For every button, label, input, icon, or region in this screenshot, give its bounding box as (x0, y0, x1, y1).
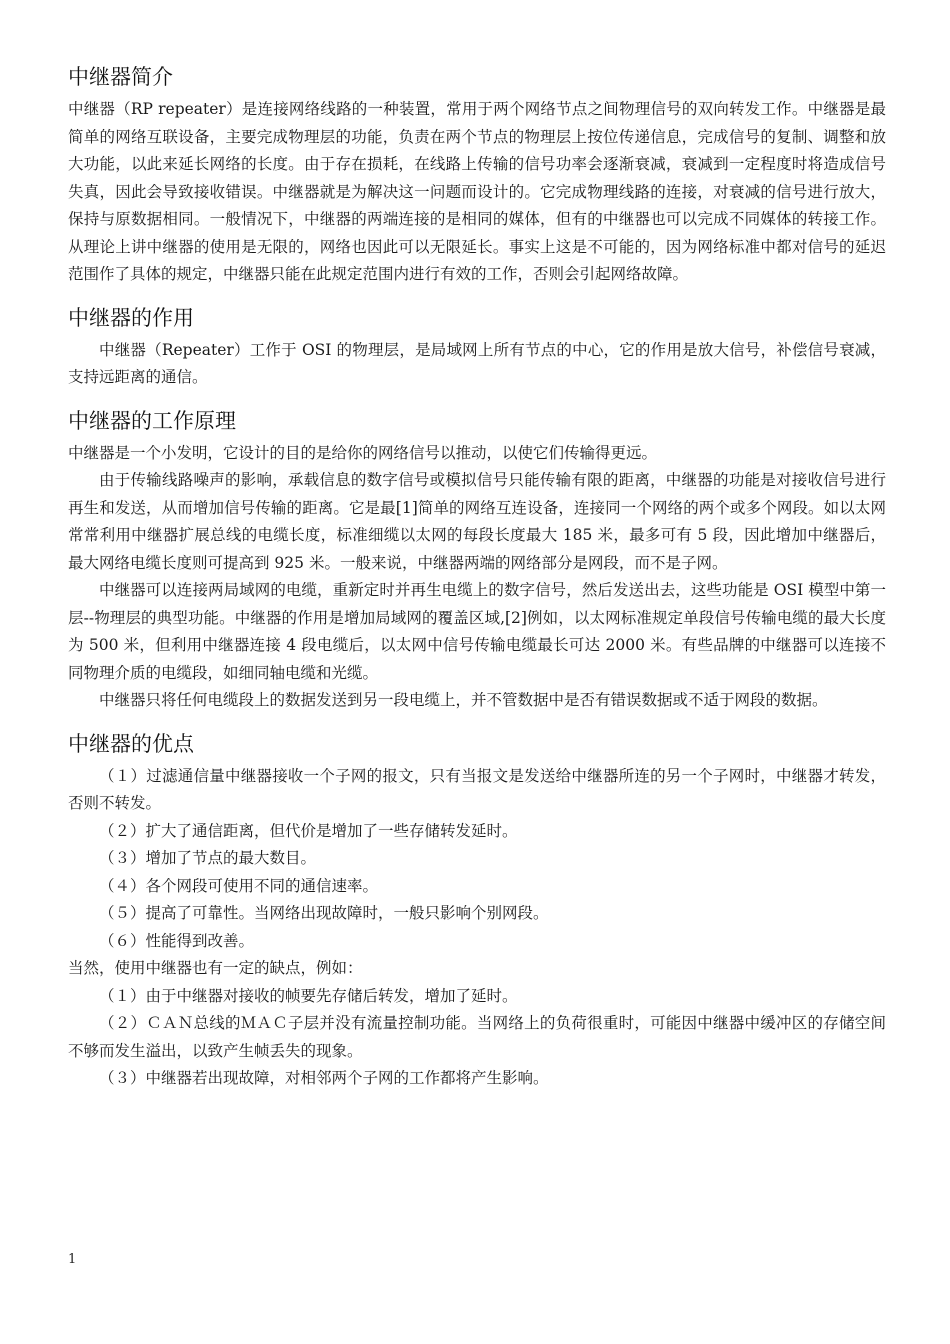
section-principle (68, 406, 886, 715)
section-title-advantages: 中继器的优点 (68, 731, 194, 756)
advantage-item: （４）各个网段可使用不同的通信速率。 (99, 876, 379, 895)
page-number: 1 (68, 1252, 77, 1267)
principle-paragraph-3: 中继器可以连接两局域网的电缆，重新定时并再生电缆上的数字信号，然后发送出去，这些功能是 OSI 模型中第一层--物理层的典型功能。中继器的作用是增加局域网的覆盖区域,[2]例如，以太网标准规定单段信号传输电缆的最大长度为 500 米，但利用中继器连接 4 段电缆后，以太网中信号传输电缆最长可达 2000 米。有些品牌的中继器可以连接不同物理介质的电缆段，如细同轴电缆和光缆。 (68, 581, 886, 682)
section-advantages (68, 729, 886, 1093)
drawback-item: （２）ＣＡＮ总线的ＭＡＣ子层并没有流量控制功能。当网络上的负荷很重时，可能因中继器中缓冲区的存储空间不够而发生溢出，以致产生帧丢失的现象。 (68, 1014, 886, 1060)
advantage-item: （３）增加了节点的最大数目。 (99, 849, 317, 867)
section-intro (68, 62, 886, 289)
principle-paragraph-2: 由于传输线路噪声的影响，承载信息的数字信号或模拟信号只能传输有限的距离，中继器的功能是对接收信号进行再生和发送，从而增加信号传输的距离。它是最[1]简单的网络互连设备，连接同一个网络的两个或多个网段。如以太网常常利用中继器扩展总线的电缆长度，标准细缆以太网的每段长度最大 185 米，最多可有 5 段，因此增加中继器后，最大网络电缆长度则可提高到 925 米。一般来说，中继器两端的网络部分是网段，而不是子网。 (68, 471, 886, 572)
section-title-intro: 中继器简介 (68, 65, 173, 89)
function-paragraph: 中继器（Repeater）工作于 OSI 的物理层，是局域网上所有节点的中心，它的作用是放大信号，补偿信号衰减，支持远距离的通信。 (68, 340, 886, 386)
drawback-item: （１）由于中继器对接收的帧要先存储后转发，增加了延时。 (99, 986, 518, 1005)
drawback-item: （３）中继器若出现故障，对相邻两个子网的工作都将产生影响。 (99, 1069, 549, 1087)
section-function (68, 303, 886, 392)
principle-paragraph-4: 中继器只将任何电缆段上的数据发送到另一段电缆上，并不管数据中是否有错误数据或不适于网段的数据。 (99, 691, 828, 709)
document-page (68, 62, 886, 1107)
section-title-function: 中继器的作用 (68, 305, 194, 330)
advantage-item: （１）过滤通信量中继器接收一个子网的报文，只有当报文是发送给中继器所连的另一个子网时，中继器才转发，否则不转发。 (68, 766, 886, 812)
advantage-item: （５）提高了可靠性。当网络出现故障时，一般只影响个别网段。 (99, 904, 549, 922)
intro-paragraph: 中继器（RP repeater）是连接网络线路的一种装置，常用于两个网络节点之间物理信号的双向转发工作。中继器是最简单的网络互联设备，主要完成物理层的功能，负责在两个节点的物理层上按位传递信息，完成信号的复制、调整和放大功能，以此来延长网络的长度。由于存在损耗，在线路上传输的信号功率会逐渐衰减，衰减到一定程度时将造成信号失真，因此会导致接收错误。中继器就是为解决这一问题而设计的。它完成物理线路的连接，对衰减的信号进行放大，保持与原数据相同。一般情况下，中继器的两端连接的是相同的媒体，但有的中继器也可以完成不同媒体的转接工作。从理论上讲中继器的使用是无限的，网络也因此可以无限延长。事实上这是不可能的，因为网络标准中都对信号的延迟范围作了具体的规定，中继器只能在此规定范围内进行有效的工作，否则会引起网络故障。 (68, 100, 886, 283)
principle-paragraph-1: 中继器是一个小发明，它设计的目的是给你的网络信号以推动，以使它们传输得更远。 (68, 443, 658, 462)
section-title-principle: 中继器的工作原理 (68, 408, 236, 433)
drawback-intro: 当然，使用中继器也有一定的缺点，例如： (68, 959, 363, 977)
advantage-item: （２）扩大了通信距离，但代价是增加了一些存储转发延时。 (99, 821, 518, 840)
advantage-item: （６）性能得到改善。 (99, 931, 255, 950)
